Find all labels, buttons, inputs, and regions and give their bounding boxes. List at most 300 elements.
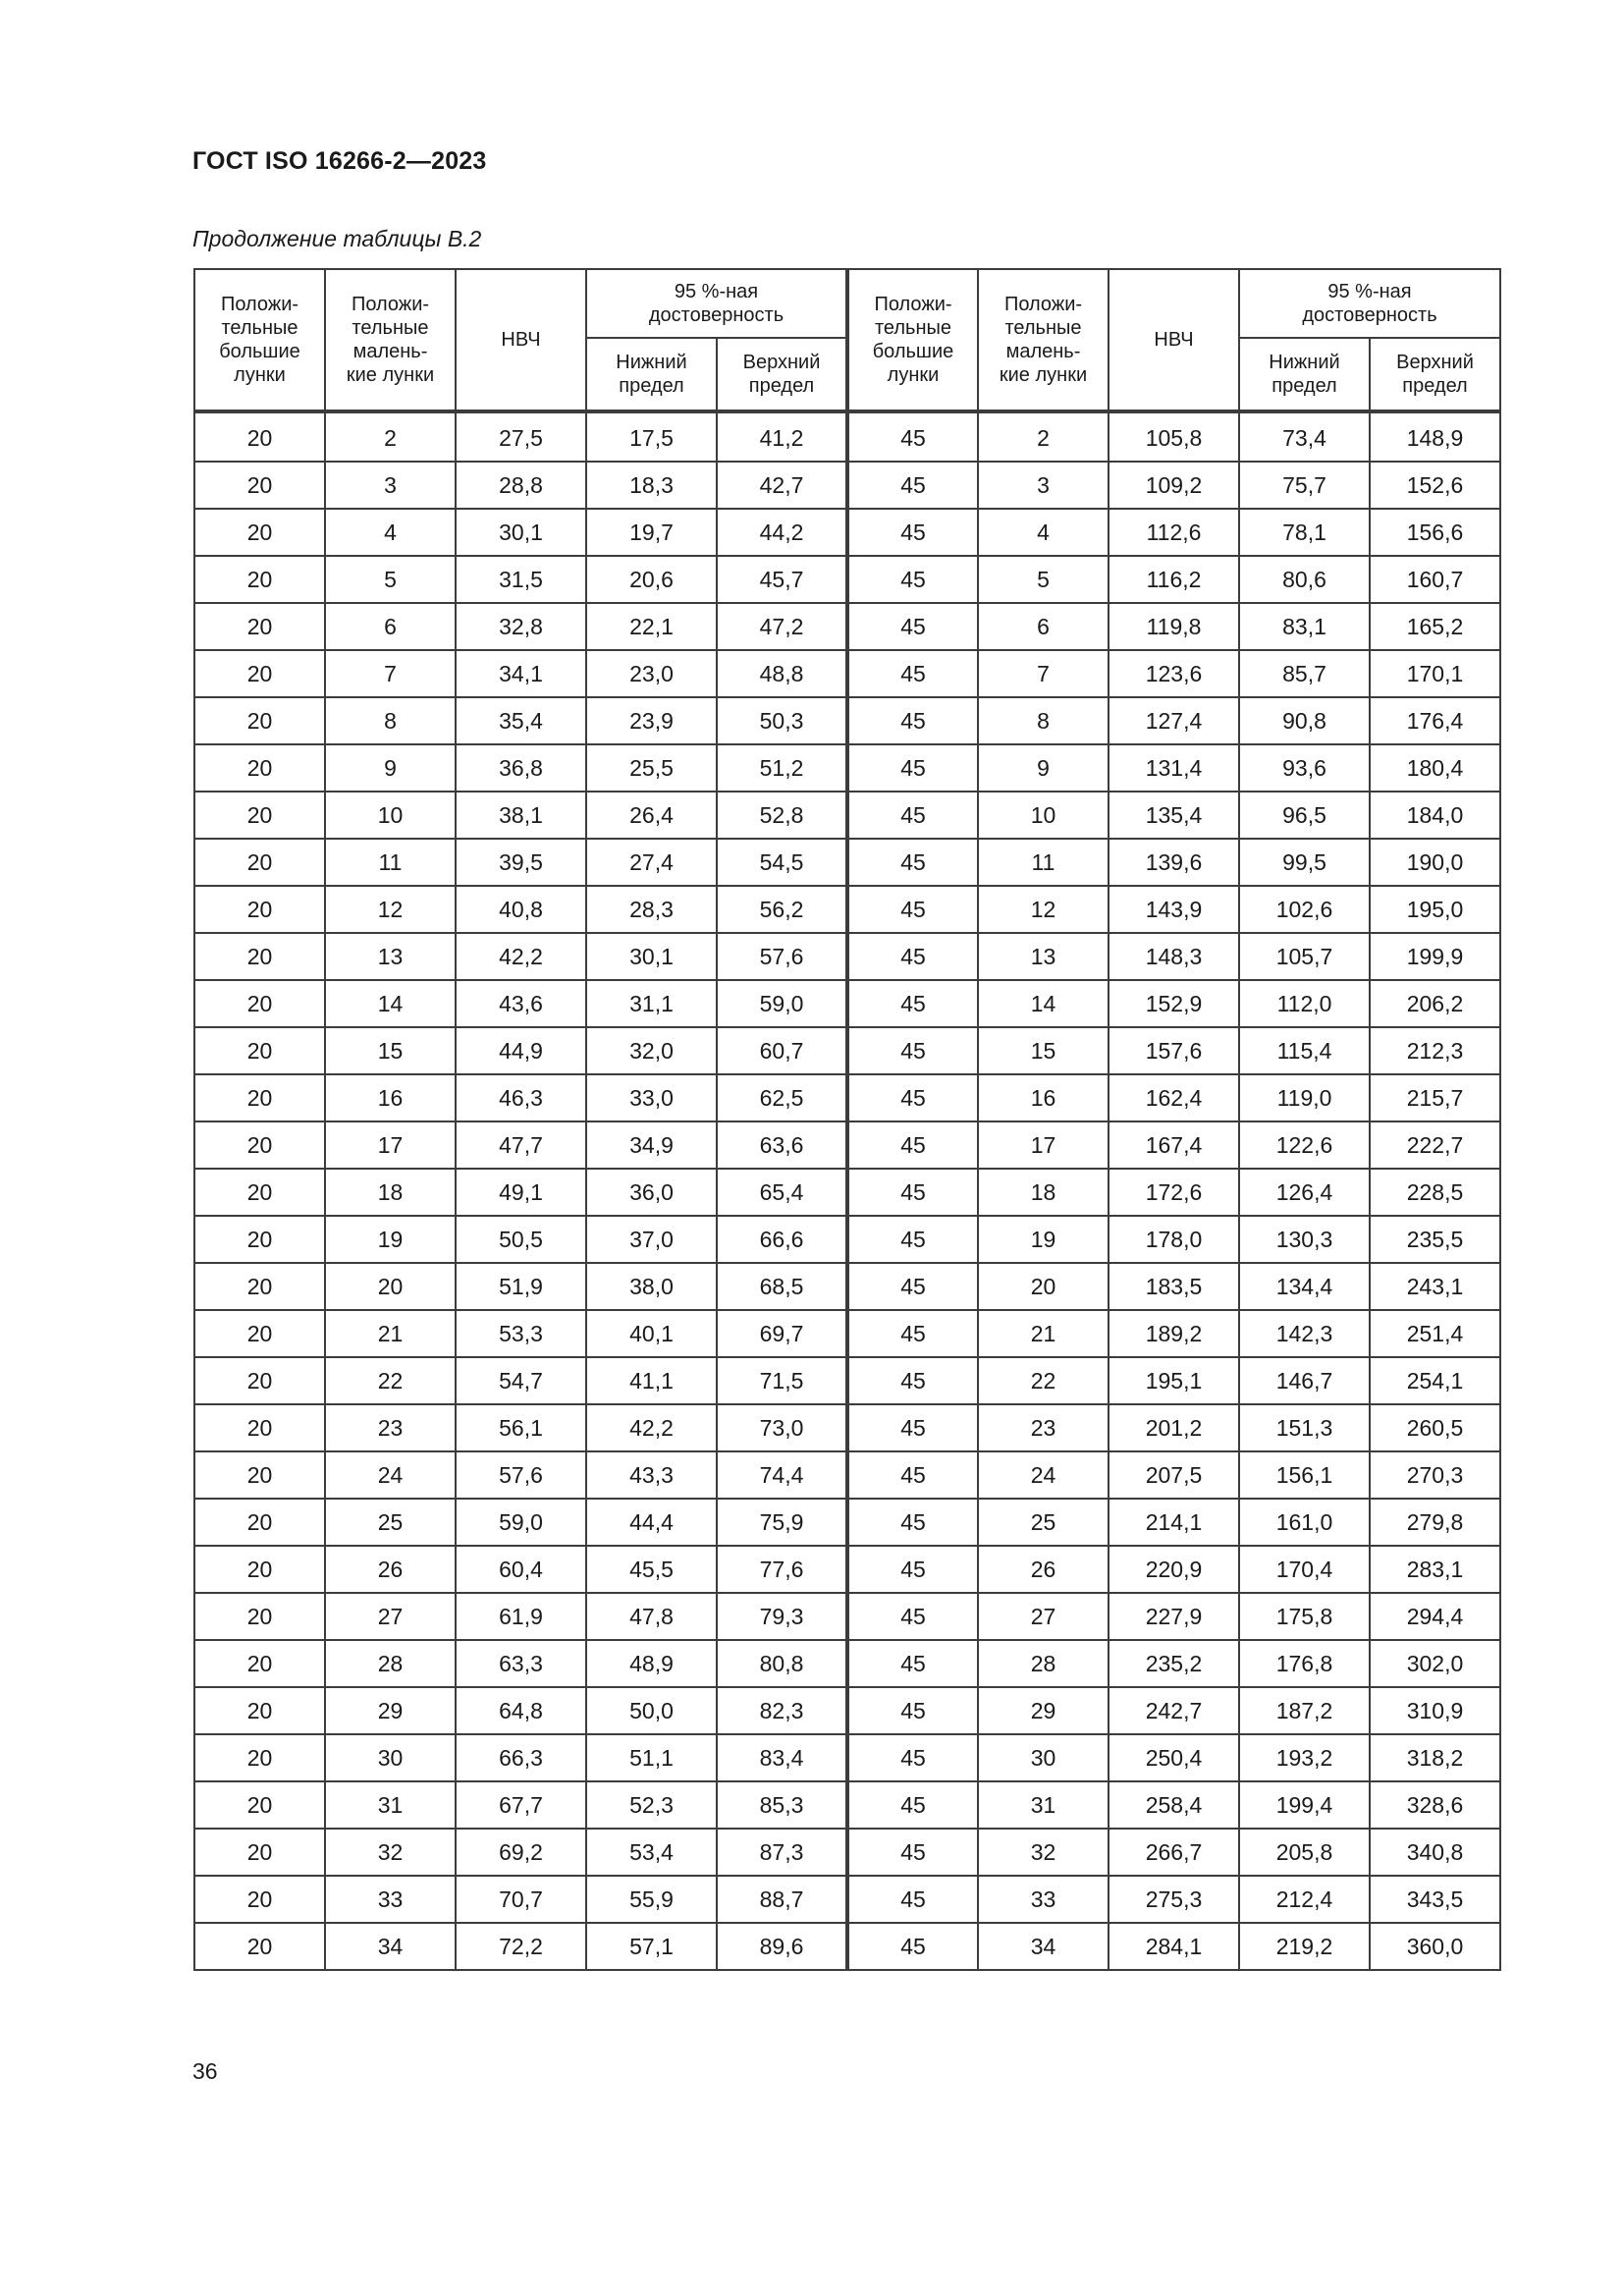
- table-cell: 73,0: [717, 1404, 847, 1451]
- table-cell: 167,4: [1109, 1121, 1239, 1169]
- table-cell: 25: [978, 1499, 1109, 1546]
- table-cell: 20: [194, 980, 325, 1027]
- table-row: [194, 1640, 1500, 1687]
- table-cell: 15: [325, 1027, 456, 1074]
- table-cell: 165,2: [1370, 603, 1500, 650]
- table-cell: 45: [847, 1451, 978, 1499]
- table-cell: 20: [194, 1027, 325, 1074]
- header-confidence: [1239, 269, 1500, 338]
- table-cell: 45: [847, 1640, 978, 1687]
- table-cell: 9: [325, 744, 456, 792]
- table-cell: 44,4: [586, 1499, 717, 1546]
- table-cell: 201,2: [1109, 1404, 1239, 1451]
- table-cell: 5: [978, 556, 1109, 603]
- table-cell: 45: [847, 744, 978, 792]
- table-cell: 20: [194, 1546, 325, 1593]
- table-cell: 96,5: [1239, 792, 1370, 839]
- table-cell: 11: [978, 839, 1109, 886]
- table-cell: 44,2: [717, 509, 847, 556]
- table-cell: 37,0: [586, 1216, 717, 1263]
- table-cell: 45: [847, 1216, 978, 1263]
- table-cell: 45: [847, 1357, 978, 1404]
- table-cell: 57,6: [456, 1451, 586, 1499]
- table-cell: 16: [978, 1074, 1109, 1121]
- table-cell: 45: [847, 1310, 978, 1357]
- table-cell: 2: [978, 411, 1109, 462]
- table-row: [194, 462, 1500, 509]
- table-cell: 80,6: [1239, 556, 1370, 603]
- header-small-wells-text: Положи- тельные малень- кие лунки: [346, 294, 435, 386]
- table-cell: 284,1: [1109, 1923, 1239, 1970]
- table-cell: 27: [325, 1593, 456, 1640]
- table-cell: 50,3: [717, 697, 847, 744]
- table-cell: 33: [978, 1876, 1109, 1923]
- table-cell: 42,7: [717, 462, 847, 509]
- table-cell: 12: [325, 886, 456, 933]
- table-cell: 20: [194, 1074, 325, 1121]
- table-cell: 52,8: [717, 792, 847, 839]
- table-cell: 47,7: [456, 1121, 586, 1169]
- table-row: [194, 792, 1500, 839]
- table-cell: 20: [325, 1263, 456, 1310]
- table-cell: 56,1: [456, 1404, 586, 1451]
- table-cell: 126,4: [1239, 1169, 1370, 1216]
- table-cell: 32: [325, 1829, 456, 1876]
- table-cell: 207,5: [1109, 1451, 1239, 1499]
- table-cell: 115,4: [1239, 1027, 1370, 1074]
- table-cell: 26,4: [586, 792, 717, 839]
- table-cell: 45: [847, 556, 978, 603]
- table-cell: 6: [978, 603, 1109, 650]
- table-cell: 109,2: [1109, 462, 1239, 509]
- table-cell: 45: [847, 792, 978, 839]
- table-cell: 142,3: [1239, 1310, 1370, 1357]
- table-cell: 199,4: [1239, 1781, 1370, 1829]
- table-cell: 20: [194, 509, 325, 556]
- table-cell: 38,1: [456, 792, 586, 839]
- table-cell: 23,9: [586, 697, 717, 744]
- table-cell: 20: [194, 1876, 325, 1923]
- table-cell: 89,6: [717, 1923, 847, 1970]
- table-cell: 20: [194, 1216, 325, 1263]
- header-lower-limit: [1239, 338, 1370, 411]
- table-cell: 143,9: [1109, 886, 1239, 933]
- table-cell: 73,4: [1239, 411, 1370, 462]
- table-cell: 17: [978, 1121, 1109, 1169]
- header-mpn: [1109, 269, 1239, 411]
- table-row: [194, 1734, 1500, 1781]
- table-cell: 279,8: [1370, 1499, 1500, 1546]
- table-row: [194, 1829, 1500, 1876]
- table-cell: 146,7: [1239, 1357, 1370, 1404]
- table-cell: 28,3: [586, 886, 717, 933]
- table-cell: 34: [325, 1923, 456, 1970]
- table-cell: 45: [847, 650, 978, 697]
- table-cell: 227,9: [1109, 1593, 1239, 1640]
- table-cell: 51,2: [717, 744, 847, 792]
- table-cell: 45: [847, 603, 978, 650]
- table-cell: 275,3: [1109, 1876, 1239, 1923]
- table-cell: 190,0: [1370, 839, 1500, 886]
- table-cell: 36,0: [586, 1169, 717, 1216]
- table-row: [194, 1357, 1500, 1404]
- table-cell: 80,8: [717, 1640, 847, 1687]
- table-cell: 45: [847, 1734, 978, 1781]
- table-cell: 10: [978, 792, 1109, 839]
- table-cell: 14: [325, 980, 456, 1027]
- table-cell: 242,7: [1109, 1687, 1239, 1734]
- table-cell: 161,0: [1239, 1499, 1370, 1546]
- table-cell: 235,5: [1370, 1216, 1500, 1263]
- table-cell: 63,6: [717, 1121, 847, 1169]
- table-cell: 20: [194, 1781, 325, 1829]
- table-cell: 29: [325, 1687, 456, 1734]
- table-cell: 31,5: [456, 556, 586, 603]
- table-cell: 151,3: [1239, 1404, 1370, 1451]
- table-cell: 105,7: [1239, 933, 1370, 980]
- table-cell: 258,4: [1109, 1781, 1239, 1829]
- table-row: [194, 1876, 1500, 1923]
- table-cell: 199,9: [1370, 933, 1500, 980]
- table-cell: 24: [978, 1451, 1109, 1499]
- header-large-wells: [194, 269, 325, 411]
- table-cell: 45: [847, 697, 978, 744]
- table-cell: 176,4: [1370, 697, 1500, 744]
- table-cell: 60,4: [456, 1546, 586, 1593]
- table-cell: 34,1: [456, 650, 586, 697]
- table-cell: 85,7: [1239, 650, 1370, 697]
- table-cell: 17,5: [586, 411, 717, 462]
- table-cell: 3: [978, 462, 1109, 509]
- table-cell: 184,0: [1370, 792, 1500, 839]
- table-row: [194, 650, 1500, 697]
- table-cell: 20: [194, 1640, 325, 1687]
- table-cell: 20: [194, 1169, 325, 1216]
- table-cell: 20: [194, 1404, 325, 1451]
- table-cell: 310,9: [1370, 1687, 1500, 1734]
- table-cell: 13: [978, 933, 1109, 980]
- table-cell: 222,7: [1370, 1121, 1500, 1169]
- table-row: [194, 933, 1500, 980]
- table-row: [194, 697, 1500, 744]
- table-cell: 20: [194, 1923, 325, 1970]
- table-cell: 13: [325, 933, 456, 980]
- table-row: [194, 1263, 1500, 1310]
- header-large-wells-text: Положи- тельные большие лунки: [219, 294, 300, 386]
- table-cell: 18,3: [586, 462, 717, 509]
- table-cell: 20: [194, 1734, 325, 1781]
- table-cell: 45: [847, 1027, 978, 1074]
- table-cell: 79,3: [717, 1593, 847, 1640]
- table-cell: 20: [194, 1499, 325, 1546]
- table-cell: 172,6: [1109, 1169, 1239, 1216]
- table-cell: 260,5: [1370, 1404, 1500, 1451]
- table-cell: 180,4: [1370, 744, 1500, 792]
- table-cell: 45: [847, 980, 978, 1027]
- table-row: [194, 886, 1500, 933]
- table-cell: 20: [194, 792, 325, 839]
- table-row: [194, 1027, 1500, 1074]
- table-row: [194, 603, 1500, 650]
- table-row: [194, 980, 1500, 1027]
- header-lower-limit: [586, 338, 717, 411]
- table-cell: 53,3: [456, 1310, 586, 1357]
- table-cell: 45: [847, 933, 978, 980]
- table-cell: 48,9: [586, 1640, 717, 1687]
- table-cell: 156,1: [1239, 1451, 1370, 1499]
- table-cell: 66,3: [456, 1734, 586, 1781]
- table-cell: 45: [847, 1263, 978, 1310]
- table-cell: 175,8: [1239, 1593, 1370, 1640]
- table-cell: 20: [194, 1310, 325, 1357]
- table-cell: 59,0: [456, 1499, 586, 1546]
- table-cell: 112,0: [1239, 980, 1370, 1027]
- table-cell: 57,6: [717, 933, 847, 980]
- table-cell: 34: [978, 1923, 1109, 1970]
- table-cell: 105,8: [1109, 411, 1239, 462]
- table-cell: 318,2: [1370, 1734, 1500, 1781]
- table-cell: 122,6: [1239, 1121, 1370, 1169]
- table-cell: 77,6: [717, 1546, 847, 1593]
- header-upper-limit-text: Верхний предел: [1396, 352, 1474, 397]
- table-cell: 32: [978, 1829, 1109, 1876]
- table-body: [194, 411, 1500, 1970]
- table-cell: 340,8: [1370, 1829, 1500, 1876]
- table-cell: 22,1: [586, 603, 717, 650]
- table-cell: 283,1: [1370, 1546, 1500, 1593]
- table-cell: 40,8: [456, 886, 586, 933]
- table-cell: 55,9: [586, 1876, 717, 1923]
- table-cell: 31: [978, 1781, 1109, 1829]
- table-cell: 23: [325, 1404, 456, 1451]
- table-cell: 27: [978, 1593, 1109, 1640]
- table-cell: 19: [978, 1216, 1109, 1263]
- table-cell: 29: [978, 1687, 1109, 1734]
- table-row: [194, 1074, 1500, 1121]
- table-cell: 16: [325, 1074, 456, 1121]
- table-cell: 45: [847, 839, 978, 886]
- header-confidence-text: 95 %-ная достоверность: [1302, 281, 1437, 326]
- table-row: [194, 1923, 1500, 1970]
- table-cell: 20: [194, 650, 325, 697]
- table-cell: 20: [194, 933, 325, 980]
- table-cell: 4: [325, 509, 456, 556]
- table-row: [194, 839, 1500, 886]
- table-cell: 52,3: [586, 1781, 717, 1829]
- table-cell: 3: [325, 462, 456, 509]
- table-cell: 87,3: [717, 1829, 847, 1876]
- table-cell: 38,0: [586, 1263, 717, 1310]
- table-cell: 51,1: [586, 1734, 717, 1781]
- table-cell: 23: [978, 1404, 1109, 1451]
- table-cell: 193,2: [1239, 1734, 1370, 1781]
- table-cell: 53,4: [586, 1829, 717, 1876]
- table-cell: 212,4: [1239, 1876, 1370, 1923]
- table-cell: 41,1: [586, 1357, 717, 1404]
- table-cell: 30: [325, 1734, 456, 1781]
- table-cell: 45: [847, 1876, 978, 1923]
- table-cell: 148,3: [1109, 933, 1239, 980]
- table-cell: 30,1: [586, 933, 717, 980]
- table-cell: 54,5: [717, 839, 847, 886]
- table-cell: 51,9: [456, 1263, 586, 1310]
- header-upper-limit-text: Верхний предел: [742, 352, 821, 397]
- table-row: [194, 411, 1500, 462]
- table-cell: 65,4: [717, 1169, 847, 1216]
- table-cell: 25: [325, 1499, 456, 1546]
- header-mpn-text: НВЧ: [1154, 329, 1194, 351]
- table-cell: 60,7: [717, 1027, 847, 1074]
- table-cell: 57,1: [586, 1923, 717, 1970]
- table-cell: 74,4: [717, 1451, 847, 1499]
- table-cell: 71,5: [717, 1357, 847, 1404]
- table-cell: 8: [325, 697, 456, 744]
- table-cell: 24: [325, 1451, 456, 1499]
- table-cell: 215,7: [1370, 1074, 1500, 1121]
- table-cell: 251,4: [1370, 1310, 1500, 1357]
- table-cell: 270,3: [1370, 1451, 1500, 1499]
- header-upper-limit: [1370, 338, 1500, 411]
- table-row: [194, 1216, 1500, 1263]
- table-cell: 46,3: [456, 1074, 586, 1121]
- table-cell: 45,5: [586, 1546, 717, 1593]
- table-row: [194, 1121, 1500, 1169]
- table-cell: 343,5: [1370, 1876, 1500, 1923]
- table-cell: 219,2: [1239, 1923, 1370, 1970]
- document-header: ГОСТ ISO 16266-2—2023: [192, 147, 487, 175]
- table-cell: 69,2: [456, 1829, 586, 1876]
- table-cell: 328,6: [1370, 1781, 1500, 1829]
- header-confidence-text: 95 %-ная достоверность: [648, 281, 784, 326]
- table-cell: 360,0: [1370, 1923, 1500, 1970]
- table-cell: 131,4: [1109, 744, 1239, 792]
- table-cell: 21: [978, 1310, 1109, 1357]
- table-cell: 6: [325, 603, 456, 650]
- table-cell: 254,1: [1370, 1357, 1500, 1404]
- table-cell: 26: [978, 1546, 1109, 1593]
- table-row: [194, 1593, 1500, 1640]
- table-cell: 212,3: [1370, 1027, 1500, 1074]
- table-cell: 45: [847, 1169, 978, 1216]
- table-row: [194, 509, 1500, 556]
- table-row: [194, 1310, 1500, 1357]
- table-cell: 156,6: [1370, 509, 1500, 556]
- table-cell: 18: [325, 1169, 456, 1216]
- table-cell: 228,5: [1370, 1169, 1500, 1216]
- table-cell: 5: [325, 556, 456, 603]
- table-cell: 45: [847, 1781, 978, 1829]
- table-cell: 39,5: [456, 839, 586, 886]
- table-cell: 18: [978, 1169, 1109, 1216]
- table-cell: 235,2: [1109, 1640, 1239, 1687]
- header-confidence: [586, 269, 847, 338]
- table-cell: 47,8: [586, 1593, 717, 1640]
- table-cell: 19: [325, 1216, 456, 1263]
- header-large-wells-text: Положи- тельные большие лунки: [872, 294, 954, 386]
- table-cell: 20: [194, 744, 325, 792]
- table-cell: 15: [978, 1027, 1109, 1074]
- table-cell: 27,4: [586, 839, 717, 886]
- table-cell: 20,6: [586, 556, 717, 603]
- table-cell: 170,1: [1370, 650, 1500, 697]
- table-cell: 26: [325, 1546, 456, 1593]
- table-cell: 20: [194, 1687, 325, 1734]
- table-cell: 36,8: [456, 744, 586, 792]
- table-cell: 139,6: [1109, 839, 1239, 886]
- table-cell: 70,7: [456, 1876, 586, 1923]
- table-cell: 152,6: [1370, 462, 1500, 509]
- table-cell: 31,1: [586, 980, 717, 1027]
- table-cell: 45: [847, 1121, 978, 1169]
- table-cell: 45: [847, 1546, 978, 1593]
- table-cell: 82,3: [717, 1687, 847, 1734]
- table-cell: 45: [847, 1404, 978, 1451]
- table-cell: 25,5: [586, 744, 717, 792]
- table-cell: 22: [978, 1357, 1109, 1404]
- page-number: 36: [192, 2058, 218, 2084]
- table-cell: 88,7: [717, 1876, 847, 1923]
- table-cell: 75,9: [717, 1499, 847, 1546]
- header-small-wells: [978, 269, 1109, 411]
- table-cell: 20: [194, 886, 325, 933]
- table-cell: 45: [847, 1499, 978, 1546]
- table-cell: 4: [978, 509, 1109, 556]
- table-row: [194, 1499, 1500, 1546]
- table-caption: Продолжение таблицы B.2: [192, 226, 482, 251]
- table-cell: 20: [194, 1451, 325, 1499]
- table-cell: 35,4: [456, 697, 586, 744]
- table-cell: 10: [325, 792, 456, 839]
- table-cell: 20: [194, 462, 325, 509]
- table-cell: 33,0: [586, 1074, 717, 1121]
- table-row: [194, 1451, 1500, 1499]
- table-row: [194, 744, 1500, 792]
- table-cell: 54,7: [456, 1357, 586, 1404]
- table-cell: 20: [194, 1263, 325, 1310]
- table-cell: 41,2: [717, 411, 847, 462]
- table-cell: 116,2: [1109, 556, 1239, 603]
- table-cell: 12: [978, 886, 1109, 933]
- table-cell: 83,1: [1239, 603, 1370, 650]
- table-cell: 14: [978, 980, 1109, 1027]
- table-cell: 42,2: [586, 1404, 717, 1451]
- table-cell: 43,6: [456, 980, 586, 1027]
- table-cell: 102,6: [1239, 886, 1370, 933]
- table-cell: 9: [978, 744, 1109, 792]
- table-cell: 61,9: [456, 1593, 586, 1640]
- table-cell: 220,9: [1109, 1546, 1239, 1593]
- table-cell: 243,1: [1370, 1263, 1500, 1310]
- header-mpn-text: НВЧ: [501, 329, 541, 351]
- table-cell: 170,4: [1239, 1546, 1370, 1593]
- table-cell: 66,6: [717, 1216, 847, 1263]
- table-cell: 85,3: [717, 1781, 847, 1829]
- table-cell: 8: [978, 697, 1109, 744]
- table-cell: 47,2: [717, 603, 847, 650]
- table-cell: 20: [978, 1263, 1109, 1310]
- table-row: [194, 1687, 1500, 1734]
- table-cell: 59,0: [717, 980, 847, 1027]
- table-cell: 99,5: [1239, 839, 1370, 886]
- table-cell: 62,5: [717, 1074, 847, 1121]
- table-cell: 20: [194, 1121, 325, 1169]
- table-cell: 68,5: [717, 1263, 847, 1310]
- table-cell: 45: [847, 1687, 978, 1734]
- table-cell: 21: [325, 1310, 456, 1357]
- table-cell: 130,3: [1239, 1216, 1370, 1263]
- table-cell: 22: [325, 1357, 456, 1404]
- table-cell: 176,8: [1239, 1640, 1370, 1687]
